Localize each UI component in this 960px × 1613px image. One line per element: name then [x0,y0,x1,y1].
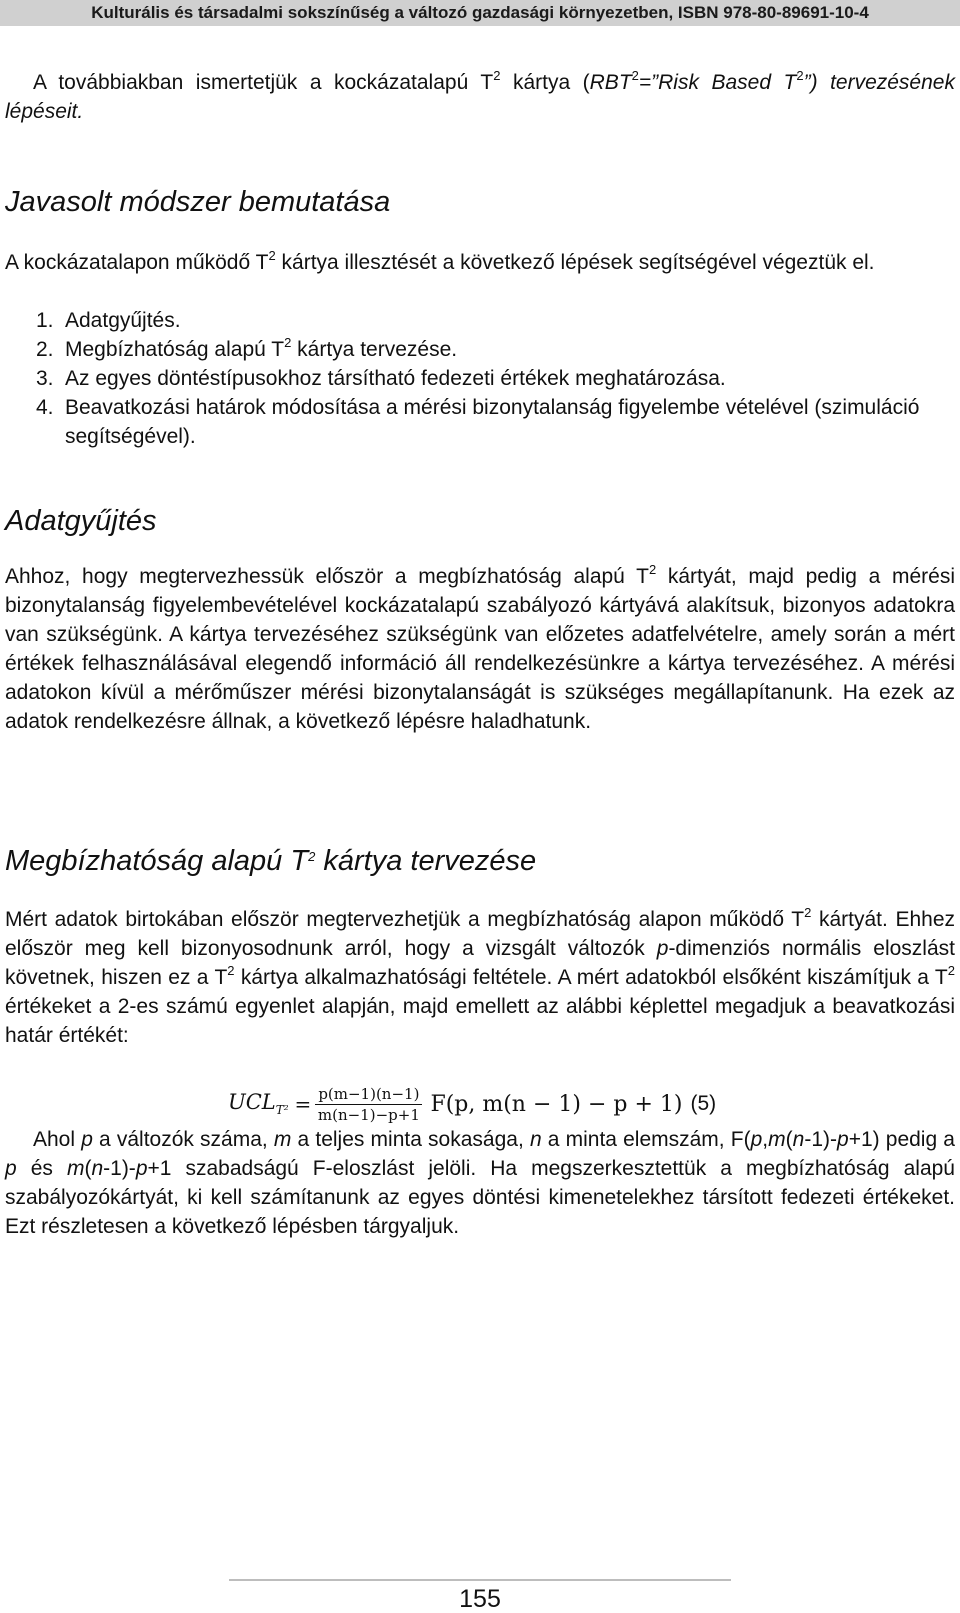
formula-lhs [228,1090,289,1117]
text-run: a minta elemszám, F( [541,1128,751,1151]
list-text: Adatgyűjtés. [65,309,181,332]
italic-run: p [837,1128,849,1151]
lead-paragraph [5,248,955,277]
section-heading [5,843,955,879]
equation-number: (5) [690,1092,717,1115]
running-header: Kulturális és társadalmi sokszínűség a változó gazdasági környezetben, ISBN 978-80-89691-10-4 [0,0,960,26]
italic-run: p [750,1128,763,1151]
section-3-body [5,905,955,1050]
text-run: +1 szabadságú F-eloszlást jelöli. Ha megszerkesztettük a megbízhatóság alapú szabályozókártyát, ki kell számítanunk az egyes döntési kimenetelekhez társított fedezeti értékeket. Ezt részletesen a következő lépésben tárgyaljuk. [5,1157,955,1238]
superscript: 2 [804,905,812,920]
text-run: kártya alkalmazhatósági feltétele. A mért adatokból elsőként kiszámítjuk a T [234,966,948,989]
italic-run: m [768,1128,786,1151]
page-number: 155 [459,1585,501,1613]
text-run: és [16,1157,67,1180]
section-2-body [5,562,955,736]
italic-run: =”Risk Based T [638,71,797,94]
equals-sign: = [294,1092,312,1116]
section-3 [5,843,955,879]
italic-run: p [656,937,669,960]
superscript: 2 [268,248,276,263]
body-paragraph [5,905,955,1050]
steps-list [36,306,960,451]
text-run: Megbízhatóság alapú T [65,338,285,361]
text-run: ( [785,1128,793,1151]
italic-run: n [792,1128,805,1151]
footer-divider [229,1579,731,1581]
superscript: 2 [947,963,955,978]
text-run: Ahhoz, hogy megtervezhessük először a megbízhatóság alapú T [5,565,649,588]
text-run: a teljes minta sokasága, [291,1128,530,1151]
italic-run: p [135,1157,148,1180]
superscript: 2 [796,68,804,83]
text-run: -1)- [103,1157,136,1180]
body-paragraph [5,1125,955,1241]
superscript: 2 [631,68,639,83]
text-run: , [762,1128,769,1151]
superscript: 2 [308,849,316,864]
list-number: 3. [36,367,54,390]
text-run: kártya tervezése [315,845,537,877]
text-run: értékeket a 2-es számú egyenlet alapján, majd emellett az alábbi képlettel megadjuk a beavatkozási határ értékét: [5,995,955,1047]
section-2 [5,503,955,539]
superscript: 2 [648,562,657,577]
list-item [36,393,960,451]
intro-paragraph [5,68,955,126]
text-run: kártyát. Ehhez először meg kell bizonyosodnunk arról, hogy a vizsgált változók [5,908,955,960]
subscript: T² [275,1103,289,1118]
text-run: ( [84,1157,92,1180]
text-run: A továbbiakban ismertetjük a kockázatalapú T [33,71,494,94]
text-run: kártya tervezése. [291,338,458,361]
fraction [315,1085,422,1124]
italic-run: RBT [589,71,632,94]
text-run: kártyát, majd pedig a mérési bizonytalanság figyelembevételével kockázatalapú szabályozó kártyává alakítsuk, bizonyos adatokra van szükségünk. A kártya tervezéséhez szükségünk van előzetes adatfelvételre, amely során a mért értékek felhasználásával elegendő információ áll rendelkezésünkre a kártya tervezéséhez. A mérési adatokon kívül a mérőműszer mérési bizonytalanságát is szükséges megállapítanunk. Ha ezek az adatok rendelkezésre állnak, a következő lépésre haladhatunk. [5,565,955,733]
text-run: A kockázatalapon működő T [5,251,269,274]
list-number: 4. [36,396,54,419]
text-run: UCL [228,1090,276,1115]
italic-run: m [273,1128,292,1151]
text-run: kártya illesztését a következő lépések segítségével végeztük el. [275,251,875,274]
superscript: 2 [284,335,292,350]
list-text [65,335,960,364]
italic-run: p [81,1128,93,1151]
text-run: a változók száma, [92,1128,274,1151]
list-item [36,364,960,393]
body-paragraph [5,562,955,736]
italic-run: p [5,1157,17,1180]
intro-block [5,68,955,126]
list-number: 1. [36,309,54,332]
list-number: 2. [36,338,54,361]
section-1 [5,184,955,220]
section-1-lead [5,248,955,277]
list-item [36,306,960,335]
text-run: Ahol [33,1128,82,1151]
list-item [36,335,960,364]
fraction-denominator: m(n−1)−p+1 [317,1105,420,1124]
italic-run: n [529,1128,542,1151]
text-run: Megbízhatóság alapú T [5,845,309,877]
text-run: -dimenziós normális eloszlást követnek, hiszen ez a T [5,937,955,989]
superscript: 2 [227,963,235,978]
section-heading: Adatgyűjtés [5,505,157,537]
section-3-explanation [5,1125,955,1241]
section-heading: Javasolt módszer bemutatása [5,186,391,218]
text-run: Mért adatok birtokában először megtervezhetjük a megbízhatóság alapon működő T [5,908,805,931]
list-text: Beavatkozási határok módosítása a mérési bizonytalanság figyelembe vételével (szimuláció segítségével). [65,396,920,448]
italic-run: m [66,1157,85,1180]
superscript: 2 [493,68,501,83]
text-run: +1) pedig a [848,1128,955,1151]
italic-run: ”) tervezésének lépéseit. [5,71,955,123]
text-run: kártya ( [500,71,590,94]
italic-run: n [91,1157,104,1180]
fraction-numerator: p(m−1)(n−1) [315,1085,422,1105]
text-run: -1)- [804,1128,837,1151]
list-text: Az egyes döntéstípusokhoz társítható fedezeti értékek meghatározása. [65,367,726,390]
formula-rhs: F(p, m(n − 1) − p + 1) [430,1091,683,1117]
